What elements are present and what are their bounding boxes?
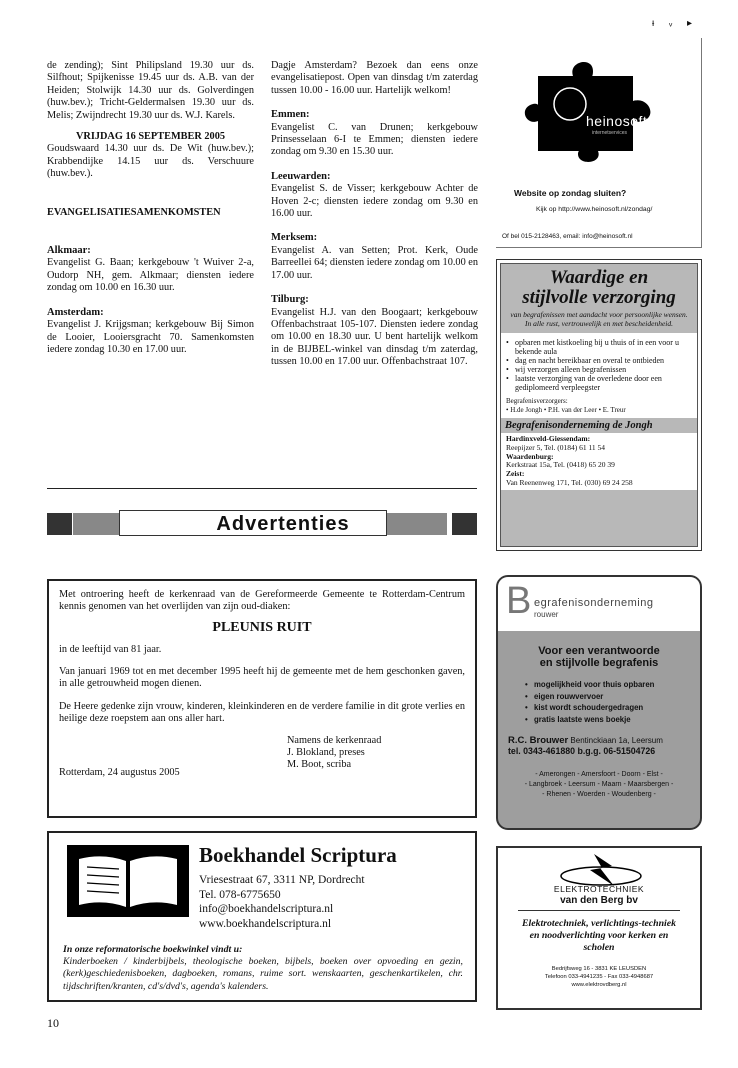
heinosoft-logo: heinosoft xyxy=(586,113,648,129)
scriptura-ad xyxy=(47,831,477,1002)
obituary-sign-2: J. Blokland, preses xyxy=(287,747,365,759)
obituary-place-date: Rotterdam, 24 augustus 2005 xyxy=(59,767,180,779)
brouwer-logo-line1: egrafenisonderneming xyxy=(534,597,654,609)
amsterdam-text: Evangelist J. Krijgsman; kerkgebouw Bij Simon de Looier, Looiersgracht 70. Samenkomsten iedere zondag 10.30 en 17.00 uur. xyxy=(47,319,254,355)
scriptura-lead: In onze reformatorische boekwinkel vindt u: xyxy=(63,944,243,955)
elektro-address: Bedrijfsweg 16 - 3831 KE LEUSDEN xyxy=(551,966,647,972)
obituary-sign-1: Namens de kerkenraad xyxy=(287,735,382,747)
brouwer-bullet: • kist wordt schoudergedragen xyxy=(534,702,700,714)
obituary-service: Van januari 1969 tot en met december 1995 heeft hij de gemeente met de hem geschonken gaven, in alle getrouwheid mogen dienen. xyxy=(59,666,465,690)
column-1 xyxy=(47,60,254,368)
heinosoft-ad xyxy=(496,38,702,248)
tilburg-text: Evangelist H.J. van den Boogaart; kerkgebouw Offenbachstraat 105-107. Diensten iedere zondag om 10.00 en 18.30 uur. U bent hartelijk welkom in de BIJBEL-winkel van dinsdag t/m zaterdag, tussen 10.00 en 17.00 uur. Offenbachstraat 107. xyxy=(271,306,478,368)
top-marks: ᵻ ᵥ ▸ xyxy=(652,18,699,29)
brouwer-logo-b: B xyxy=(506,580,532,622)
elektro-line-1: ELEKTROTECHNIEK xyxy=(553,884,645,894)
brouwer-address: Bentinckiaan 1a, Leersum xyxy=(570,736,663,745)
dejongh-loc1-name: Hardinxveld-Giessendam: xyxy=(506,434,591,443)
scriptura-email[interactable]: info@boekhandelscriptura.nl xyxy=(199,903,334,915)
dejongh-loc2-name: Waardenburg: xyxy=(506,451,554,461)
dejongh-loc2-addr: Kerkstraat 15a, Tel. (0418) 65 20 39 xyxy=(506,460,615,470)
heinosoft-question: Website op zondag sluiten? xyxy=(514,188,627,198)
advertenties-banner xyxy=(47,510,477,538)
brouwer-bullet: • mogelijkheid voor thuis opbaren xyxy=(534,679,700,691)
brouwer-bullet: • gratis laatste wens boekje xyxy=(534,714,700,726)
amsterdam-title: Amsterdam: xyxy=(47,306,104,318)
dejongh-subtitle: van begrafenissen met aandacht voor persoonlijke wensen. In alle rust, vertrouwelijk en met bescheidenheid. xyxy=(510,310,688,328)
brouwer-logo-line2: rouwer xyxy=(534,610,559,619)
brouwer-name: R.C. Brouwer xyxy=(508,735,569,746)
merksem-text: Evangelist A. van Setten; Prot. Kerk, Oude Barreellei 64; diensten iedere zondag om 10.00 en 17.00 uur. xyxy=(271,244,479,281)
section-rule xyxy=(47,488,477,489)
obituary-sign-3: M. Boot, scriba xyxy=(287,759,352,771)
dejongh-bullet: • opbaren met kistkoeling bij u thuis of in een voor u bekende aula xyxy=(515,338,692,356)
scriptura-address: Vriesestraat 67, 3311 NP, Dordrecht xyxy=(199,874,365,886)
dejongh-bullet: • laatste verzorging van de overledene door een gediplomeerd verpleegster xyxy=(515,374,692,392)
brouwer-places-1: - Amerongen - Amersfoort - Doorn - Elst - xyxy=(535,771,663,778)
tilburg-title: Tilburg: xyxy=(271,294,309,306)
elektro-slogan: Elektrotechniek, verlichtings-techniek en noodverlichting voor kerken en scholen xyxy=(521,918,677,953)
brouwer-phone: tel. 0343-461880 b.g.g. 06-51504726 xyxy=(508,746,656,756)
obituary-intro: Met ontroering heeft de kerkenraad van de Gereformeerde Gemeente te Rotterdam-Centrum kennis genomen van het overlijden van zijn oud-diaken: xyxy=(59,589,465,613)
scriptura-assortment: Kinderboeken / kinderbijbels, theologische boeken, bijbels, boeken over opvoeding en gezin, (kerk)geschiedenisboeken, dagboeken, romans, ruime sort. wenskaarten, geschenkartikelen, chr. tijdschriften/kranten, cd's/dvd's, agenda's kalenders. xyxy=(63,956,463,992)
dejongh-loc3-name: Zeist: xyxy=(506,469,525,479)
brouwer-places-2: - Langbroek - Leersum - Maarn - Maarsbergen - xyxy=(524,781,674,788)
dejongh-ad xyxy=(496,259,702,551)
puzzle-icon xyxy=(518,46,668,166)
alkmaar-text: Evangelist G. Baan; kerkgebouw 't Wuiver 2-a, Oudorp NH, gem. Alkmaar; diensten iedere zondag om 10.00 en 16.30 uur. xyxy=(47,257,254,294)
brouwer-places-3: - Rhenen - Woerden - Woudenberg - xyxy=(542,791,656,798)
elektro-phone: Telefoon 033-4941235 - Fax 033-4948687 xyxy=(544,974,654,980)
brouwer-ad xyxy=(496,575,702,830)
dejongh-company: Begrafenisonderneming de Jongh xyxy=(505,420,653,431)
alkmaar-title: Alkmaar: xyxy=(47,245,91,257)
dejongh-verzorgers: • H.de Jongh • P.H. van der Leer • E. Treur xyxy=(506,406,626,414)
leeuwarden-text: Evangelist S. de Visser; kerkgebouw Achter de Hoven 2-c; diensten iedere zondag om 9.30 en 16.00 uur. xyxy=(271,183,478,220)
emmen-title: Emmen: xyxy=(271,109,310,121)
advertenties-label: Advertenties xyxy=(216,513,350,535)
elektro-ad xyxy=(496,846,702,1010)
dejongh-verzorgers-label: Begrafenisverzorgers: xyxy=(506,397,568,405)
obituary-blessing: De Heere gedenke zijn vrouw, kinderen, kleinkinderen en de verdere familie in dit grote verlies en heilige deze roepstem aan ons aller hart. xyxy=(59,700,465,725)
obituary-age: in de leeftijd van 81 jaar. xyxy=(59,643,162,655)
obituary-name: PLEUNIS RUIT xyxy=(212,619,312,635)
col2-paragraph-1: Dagje Amsterdam? Bezoek dan eens onze evangelisatiepost. Open van dinsdag t/m zaterdag tussen 10.00 - 16.00 uur. Hartelijk welkom! xyxy=(271,60,478,96)
brouwer-bullet: • eigen rouwvervoer xyxy=(534,691,700,703)
brouwer-heading-1: Voor een verantwoorde xyxy=(538,645,660,657)
emmen-text: Evangelist C. van Drunen; kerkgebouw Prinsesselaan 6-I te Emmen; diensten iedere zondag om 9.30 en 15.30 uur. xyxy=(271,121,478,158)
obituary-box xyxy=(47,579,477,818)
heinosoft-tagline: internetservices xyxy=(592,130,628,136)
heinosoft-contact: Of bel 015-2128463, email: info@heinosoft.nl xyxy=(502,233,633,240)
heinosoft-link[interactable]: Kijk op http://www.heinosoft.nl/zondag/ xyxy=(536,206,653,213)
merksem-title: Merksem: xyxy=(271,232,318,244)
friday-heading: VRIJDAG 16 SEPTEMBER 2005 xyxy=(75,131,226,143)
page-number: 10 xyxy=(47,1016,59,1030)
dejongh-bullet: • dag en nacht bereikbaar en overal te ontbieden xyxy=(515,356,692,365)
dejongh-loc3-addr: Van Reenenweg 171, Tel. (030) 69 24 258 xyxy=(506,477,633,487)
dejongh-loc1-addr: Reepijzer 5, Tel. (0184) 61 11 54 xyxy=(506,442,606,452)
open-book-icon xyxy=(67,845,189,917)
elektro-line-2: van den Berg bv xyxy=(560,895,638,906)
scriptura-name: Boekhandel Scriptura xyxy=(199,843,397,867)
col1-paragraph-1: de zending); Sint Philipsland 19.30 uur ds. Silfhout; Spijkenisse 19.45 uur ds. A.B. van der Heiden; Stolwijk 14.30 uur ds. Golverdingen (huw.bev.); Tricht-Geldermalsen 19.30 uur ds. Melis; Zwijndrecht 19.30 uur ds. W.J. Karels. xyxy=(47,60,254,121)
evangelisatie-heading: EVANGELISATIESAMENKOMSTEN xyxy=(47,206,221,218)
dejongh-title-1: Waardige en xyxy=(549,267,649,288)
dejongh-title-2: stijlvolle verzorging xyxy=(522,287,676,308)
col1-paragraph-2: Goudswaard 14.30 uur ds. De Wit (huw.bev.); Krabbendijke 14.15 uur ds. Verschuure (huw.bev.). xyxy=(47,143,254,180)
column-2 xyxy=(271,60,478,381)
dejongh-bullet: • wij verzorgen alleen begrafenissen xyxy=(515,365,692,374)
brouwer-heading-2: en stijlvolle begrafenis xyxy=(539,657,659,669)
leeuwarden-title: Leeuwarden: xyxy=(271,170,331,182)
elektro-website[interactable]: www.elektrovdberg.nl xyxy=(571,982,627,988)
lightning-logo-icon xyxy=(556,852,646,888)
scriptura-phone: Tel. 078-6775650 xyxy=(199,888,281,901)
scriptura-website[interactable]: www.boekhandelscriptura.nl xyxy=(199,917,332,930)
